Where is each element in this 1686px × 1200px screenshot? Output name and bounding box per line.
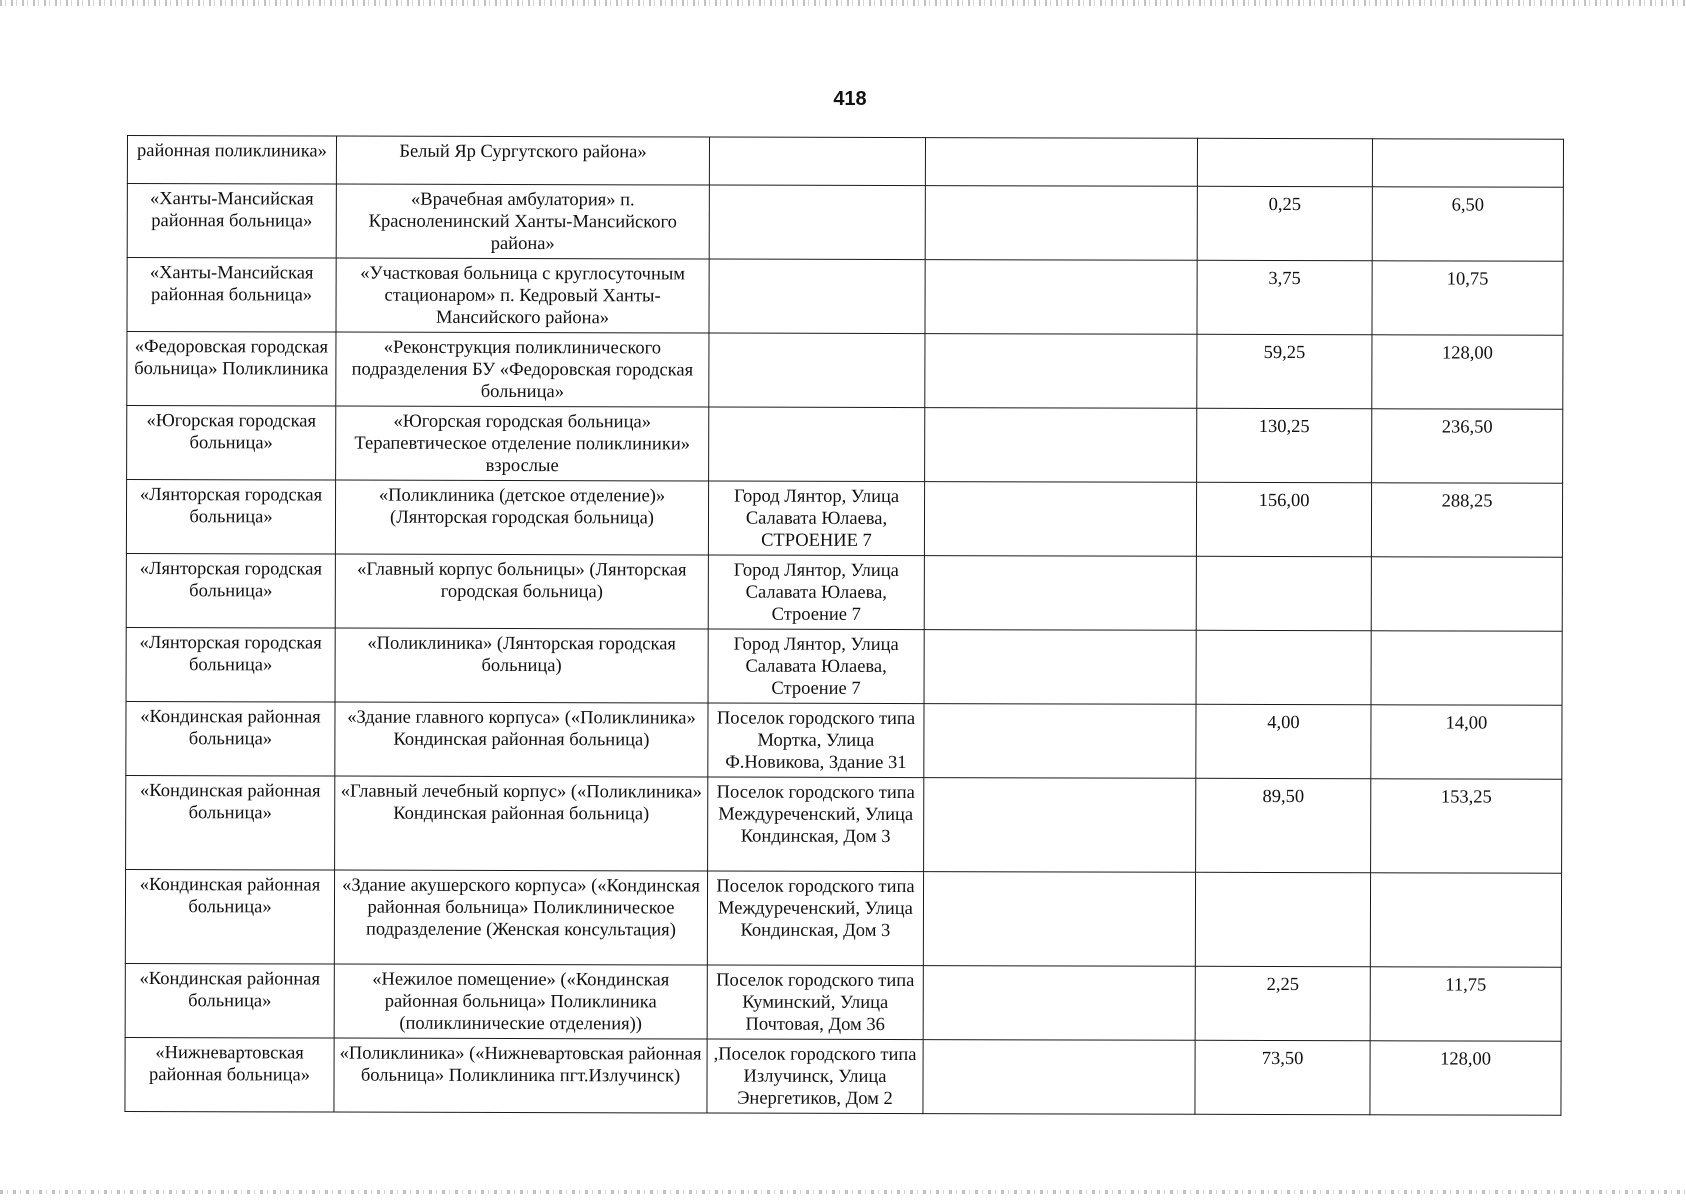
- value2-cell: 10,75: [1372, 261, 1563, 335]
- address-cell: [709, 259, 925, 334]
- facility-cell: «Здание акушерского корпуса» («Кондинская районная больница» Поликлиническое подразделение (Женская консультация): [334, 870, 707, 965]
- table-container: [124, 135, 1563, 1116]
- extra-cell: [923, 966, 1195, 1041]
- address-cell: Поселок городского типа Мортка, Улица Ф.Новикова, Здание 31: [708, 703, 924, 778]
- value1-cell: 130,25: [1197, 408, 1372, 482]
- value1-cell: [1195, 872, 1370, 966]
- table-row: [125, 1037, 1561, 1115]
- value2-cell: 236,50: [1372, 409, 1563, 483]
- value1-cell: 59,25: [1197, 334, 1372, 408]
- table-row: [127, 406, 1563, 484]
- org-cell: «Федоровская городская больница» Поликлиника: [127, 332, 336, 407]
- value1-cell: 2,25: [1195, 966, 1370, 1040]
- address-cell: [709, 137, 925, 186]
- table-row: [126, 553, 1562, 631]
- extra-cell: [925, 186, 1197, 261]
- value1-cell: [1196, 556, 1371, 630]
- org-cell: «Лянторская городская больница»: [126, 480, 335, 555]
- value2-cell: 128,00: [1370, 1041, 1561, 1115]
- facility-cell: «Врачебная амбулатория» п. Красноленинский Ханты-Мансийского района»: [336, 184, 709, 259]
- value2-cell: [1372, 139, 1563, 187]
- scan-edge-bottom: [0, 1190, 1686, 1194]
- extra-cell: [923, 1040, 1195, 1115]
- table-row: [127, 136, 1563, 188]
- value1-cell: [1196, 630, 1371, 704]
- table-row: [127, 258, 1563, 336]
- org-cell: «Кондинская районная больница»: [125, 869, 334, 964]
- org-cell: районная поликлиника»: [127, 136, 336, 185]
- extra-cell: [924, 482, 1196, 557]
- value1-cell: 89,50: [1196, 778, 1371, 872]
- facility-cell: «Поликлиника» («Нижневартовская районная больница» Поликлиника пгт.Излучинск): [334, 1038, 707, 1113]
- facility-cell: «Нежилое помещение» («Кондинская районная больница» Поликлиника (поликлинические отделения)): [334, 964, 707, 1039]
- page-number: 418: [833, 88, 867, 110]
- facility-cell: «Реконструкция поликлинического подразделения БУ «Федоровская городская больница»: [336, 332, 709, 407]
- extra-cell: [924, 704, 1196, 779]
- address-cell: Поселок городского типа Междуреченский, Улица Кондинская, Дом 3: [708, 777, 924, 872]
- value2-cell: [1370, 873, 1561, 967]
- value1-cell: [1197, 138, 1372, 186]
- address-cell: Поселок городского типа Междуреченский, Улица Кондинская, Дом 3: [707, 871, 923, 966]
- extra-cell: [925, 260, 1197, 335]
- facility-cell: Белый Яр Сургутского района»: [336, 136, 709, 185]
- extra-cell: [925, 408, 1197, 483]
- facility-cell: «Поликлиника (детское отделение)» (Лянторская городская больница): [335, 480, 708, 555]
- org-cell: «Югорская городская больница»: [127, 406, 336, 481]
- value2-cell: 128,00: [1372, 335, 1563, 409]
- address-cell: [709, 407, 925, 482]
- facility-cell: «Участковая больница с круглосуточным стационаром» п. Кедровый Ханты-Мансийского района»: [336, 258, 709, 333]
- extra-cell: [924, 778, 1196, 873]
- value1-cell: 156,00: [1196, 482, 1371, 556]
- org-cell: «Лянторская городская больница»: [126, 553, 335, 628]
- org-cell: «Кондинская районная больница»: [126, 775, 335, 870]
- table-row: [127, 184, 1563, 262]
- table-row: [125, 963, 1561, 1041]
- value1-cell: 4,00: [1196, 704, 1371, 778]
- value2-cell: 11,75: [1370, 967, 1561, 1041]
- org-cell: «Ханты-Мансийская районная больница»: [127, 258, 336, 333]
- facility-cell: «Главный корпус больницы» (Лянторская городская больница): [335, 554, 708, 629]
- address-cell: [709, 333, 925, 408]
- value1-cell: 73,50: [1195, 1040, 1370, 1114]
- address-cell: Поселок городского типа Куминский, Улица Почтовая, Дом 36: [707, 965, 923, 1040]
- extra-cell: [925, 334, 1197, 409]
- extra-cell: [925, 138, 1197, 187]
- value2-cell: 153,25: [1371, 779, 1562, 873]
- facilities-table: [124, 135, 1564, 1116]
- address-cell: Город Лянтор, Улица Салавата Юлаева, СТРОЕНИЕ 7: [708, 481, 924, 556]
- table-row: [126, 775, 1562, 873]
- value2-cell: 14,00: [1371, 705, 1562, 779]
- org-cell: «Нижневартовская районная больница»: [125, 1037, 334, 1112]
- address-cell: ,Поселок городского типа Излучинск, Улица Энергетиков, Дом 2: [707, 1039, 923, 1114]
- extra-cell: [924, 556, 1196, 631]
- table-row: [126, 627, 1562, 705]
- facility-cell: «Главный лечебный корпус» («Поликлиника» Кондинская районная больница): [335, 776, 708, 871]
- extra-cell: [923, 872, 1195, 967]
- table-row: [125, 869, 1561, 967]
- table-row: [127, 332, 1563, 410]
- value2-cell: 6,50: [1372, 187, 1563, 261]
- value1-cell: 3,75: [1197, 260, 1372, 334]
- address-cell: Город Лянтор, Улица Салавата Юлаева, Строение 7: [708, 555, 924, 630]
- org-cell: «Кондинская районная больница»: [126, 701, 335, 776]
- value2-cell: [1371, 557, 1562, 631]
- value2-cell: [1371, 631, 1562, 705]
- address-cell: [709, 185, 925, 260]
- address-cell: Город Лянтор, Улица Салавата Юлаева, Строение 7: [708, 629, 924, 704]
- extra-cell: [924, 630, 1196, 705]
- org-cell: «Ханты-Мансийская районная больница»: [127, 184, 336, 259]
- facility-cell: «Поликлиника» (Лянторская городская больница): [335, 628, 708, 703]
- scan-edge-top: [0, 0, 1686, 6]
- table-row: [126, 701, 1562, 779]
- facility-cell: «Югорская городская больница» Терапевтическое отделение поликлиники» взрослые: [336, 406, 709, 481]
- value1-cell: 0,25: [1197, 186, 1372, 260]
- org-cell: «Лянторская городская больница»: [126, 627, 335, 702]
- facility-cell: «Здание главного корпуса» («Поликлиника» Кондинская районная больница): [335, 702, 708, 777]
- table-row: [126, 480, 1562, 558]
- value2-cell: 288,25: [1371, 483, 1562, 557]
- org-cell: «Кондинская районная больница»: [125, 963, 334, 1038]
